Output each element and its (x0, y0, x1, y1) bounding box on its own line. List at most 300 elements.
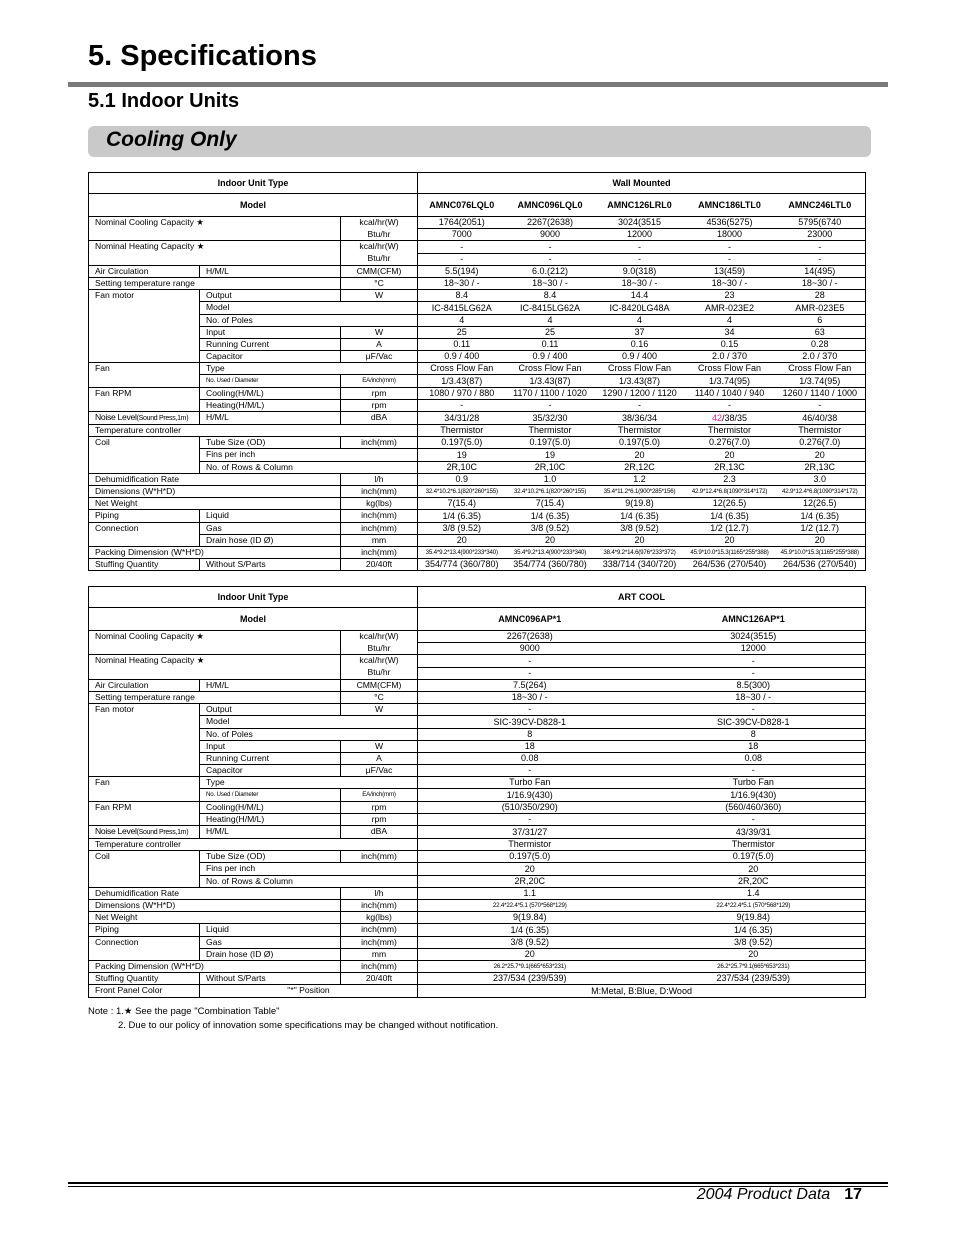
model-name: AMNC126AP*1 (642, 608, 866, 631)
unit-label: 20/40ft (341, 559, 418, 571)
value-cell (642, 863, 866, 875)
row-label: Dimensions (W*H*D) (89, 899, 341, 911)
unit-label: inch(mm) (341, 546, 418, 558)
row-label (89, 765, 200, 777)
value-cell (418, 437, 506, 449)
value-cell (506, 314, 595, 326)
unit-label: CMM(CFM) (341, 265, 418, 277)
value-cell (595, 425, 685, 437)
value-cell (685, 375, 775, 387)
value-cell (775, 277, 866, 289)
row-label: Temperature controller (89, 425, 418, 437)
cell-value: - (751, 655, 755, 666)
cell-value: 1/3.43(87) (441, 375, 483, 386)
cell-value: 20 (545, 534, 556, 545)
value-cell (418, 777, 642, 789)
cell-value: 0.28 (811, 339, 829, 350)
cell-value: 0.11 (453, 339, 471, 350)
type-header-row (89, 173, 866, 194)
value-cell (642, 631, 866, 643)
cell-value: - (728, 253, 732, 264)
unit-label: μF/Vac (341, 765, 418, 777)
type-value: ART COOL (418, 587, 866, 608)
unit-label: l/h (341, 473, 418, 485)
value-cell (775, 351, 866, 363)
sub-label: Output (200, 290, 341, 302)
value-cell (418, 461, 506, 473)
value-cell (685, 241, 775, 253)
cell-value: - (728, 400, 732, 410)
cell-value: 18~30 / - (801, 278, 838, 289)
cell-value: Thermistor (508, 839, 552, 850)
value-cell (775, 338, 866, 350)
value-cell (418, 241, 506, 253)
row-fan-used-dia (89, 789, 866, 801)
value-cell (685, 302, 775, 314)
value-cell (418, 399, 506, 411)
row-label: Coil (89, 851, 200, 863)
unit-label: dBA (341, 826, 418, 839)
unit-label: Btu/hr (341, 229, 418, 241)
value-cell (506, 302, 595, 314)
cell-value: 63 (814, 326, 825, 337)
cell-value: 12000 (740, 643, 766, 654)
row-label (89, 875, 200, 887)
cell-value: 1/4 (6.35) (510, 924, 550, 935)
value-cell (685, 314, 775, 326)
value-cell (685, 253, 775, 265)
sub-label: Input (200, 740, 341, 752)
value-cell (506, 241, 595, 253)
value-cell (595, 375, 685, 387)
value-cell (418, 789, 642, 801)
value-cell (595, 437, 685, 449)
cell-value: Thermistor (731, 839, 775, 850)
row-rpm-cooling (89, 801, 866, 813)
cell-value: 20 (634, 534, 645, 545)
cell-value: Cross Flow Fan (518, 363, 582, 374)
row-label: Dimensions (W*H*D) (89, 485, 341, 497)
cell-value: - (638, 253, 642, 264)
page-title: 5. Specifications (88, 40, 317, 72)
value-cell (506, 265, 595, 277)
cell-value: 19 (545, 449, 556, 460)
value-cell (685, 522, 775, 534)
cell-value: 2.0 / 370 (712, 351, 748, 362)
cell-value: - (818, 241, 822, 252)
value-cell (418, 875, 642, 887)
sub-label: No. of Poles (200, 314, 418, 326)
model-name: AMNC186LTL0 (685, 194, 775, 217)
cell-value: 7000 (451, 229, 472, 240)
row-label: Piping (89, 510, 200, 522)
cell-value: 1/4 (6.35) (710, 510, 749, 521)
value-cell (685, 473, 775, 485)
cell-value: 2.0 / 370 (802, 351, 838, 362)
row-cool-btu (89, 643, 866, 655)
cell-value: 2.3 (723, 473, 736, 484)
cell-value: 2R,20C (514, 875, 546, 886)
cell-value: 18~30 / - (532, 278, 568, 289)
value-cell (775, 314, 866, 326)
cell-value: 45.9*10.0*15.3(1165*255*388) (690, 549, 769, 557)
row-motor-current (89, 752, 866, 764)
cell-value: 42.9*12.4*6.8(1090*314*172) (782, 488, 858, 496)
cell-value: 35/32/30 (532, 413, 568, 423)
unit-label: inch(mm) (341, 924, 418, 936)
row-motor-model (89, 302, 866, 314)
value-cell (418, 740, 642, 752)
row-label (89, 740, 200, 752)
cell-value: 1/4 (6.35) (530, 510, 570, 521)
value-cell (775, 265, 866, 277)
value-cell (418, 728, 642, 740)
value-cell (418, 498, 506, 510)
row-label: Fan motor (89, 290, 200, 302)
row-dehumidification (89, 887, 866, 899)
cell-value: 13(459) (714, 265, 746, 276)
value-cell (775, 412, 866, 425)
unit-label: W (341, 326, 418, 338)
type-header-row (89, 587, 866, 608)
sub-label: Running Current (200, 338, 341, 350)
sub-label: Heating(H/M/L) (200, 813, 341, 825)
value-cell (418, 522, 506, 534)
value-cell (775, 375, 866, 387)
value-cell (685, 461, 775, 473)
value-cell (418, 351, 506, 363)
unit-label: EA/inch(mm) (341, 375, 418, 387)
cell-value: 9000 (519, 643, 540, 654)
sub-label: Fins per inch (200, 449, 418, 461)
value-cell (506, 498, 595, 510)
unit-label: inch(mm) (341, 510, 418, 522)
cell-value: 14.4 (630, 290, 649, 301)
cell-value: 8 (750, 728, 756, 739)
value-cell (775, 534, 866, 546)
cell-value: 1.1 (523, 887, 537, 898)
value-cell (775, 437, 866, 449)
unit-label: kg(lbs) (341, 498, 418, 510)
row-label (89, 338, 200, 350)
row-fan-type (89, 777, 866, 789)
cell-value: 20 (456, 534, 467, 545)
value-cell (775, 217, 866, 229)
cell-value: 1.4 (747, 887, 760, 898)
row-label (89, 948, 200, 960)
value-cell (685, 217, 775, 229)
cell-value: 18~30 / - (711, 278, 748, 289)
value-cell (418, 985, 866, 998)
value-cell (685, 498, 775, 510)
cell-value: 0.9 / 400 (444, 351, 480, 362)
cell-value: 28 (814, 290, 825, 301)
value-cell (418, 826, 642, 839)
value-cell (506, 522, 595, 534)
row-label: Temperature controller (89, 839, 418, 851)
value-cell (595, 302, 685, 314)
value-cell (418, 412, 506, 425)
cell-value: 34 (724, 326, 735, 337)
cell-value: Thermistor (798, 425, 842, 436)
value-cell (642, 728, 866, 740)
cell-value: 1/3.43(87) (619, 375, 661, 386)
row-drain-hose (89, 534, 866, 546)
cell-value: 23 (724, 290, 735, 301)
row-label: Air Circulation (89, 679, 200, 691)
cell-value: /38/35 (722, 413, 748, 423)
cell-value: Thermistor (528, 425, 572, 436)
sub-label: Drain hose (ID Ø) (200, 948, 341, 960)
cell-value: 1080 / 970 / 880 (429, 387, 495, 398)
cell-value: Thermistor (618, 425, 662, 436)
value-cell (642, 716, 866, 728)
value-cell (418, 948, 642, 960)
row-label: Front Panel Color (89, 985, 200, 998)
row-temp-controller (89, 425, 866, 437)
row-label (89, 716, 200, 728)
cell-value: 2R,12C (624, 461, 655, 472)
value-cell (595, 485, 685, 497)
value-cell (595, 338, 685, 350)
row-label: Connection (89, 522, 200, 534)
value-cell (418, 679, 642, 691)
banner-label: Cooling Only (106, 128, 237, 151)
value-cell (642, 899, 866, 911)
value-cell (418, 631, 642, 643)
value-cell (775, 485, 866, 497)
value-cell (506, 534, 595, 546)
model-label: Model (89, 194, 418, 217)
cell-value: 2R,10C (534, 461, 566, 472)
cell-value: 26.2*25.7*9.1(665*653*231) (717, 963, 790, 971)
value-cell (418, 387, 506, 399)
sub-label: No. of Rows & Column (200, 875, 418, 887)
row-temp-range (89, 691, 866, 703)
sub-label: Cooling(H/M/L) (200, 801, 341, 813)
value-cell (685, 412, 775, 425)
value-cell (506, 437, 595, 449)
cell-value: - (460, 241, 464, 252)
value-cell (642, 801, 866, 813)
value-cell (418, 691, 642, 703)
cell-value: 2267(2638) (526, 217, 574, 228)
row-label (89, 399, 200, 411)
category-banner (88, 126, 871, 157)
cell-value: 6 (817, 314, 823, 325)
value-cell (595, 546, 685, 558)
row-stuffing-qty (89, 973, 866, 985)
row-label (89, 752, 200, 764)
cell-value: 5795(6740 (798, 217, 842, 228)
row-label: Fan motor (89, 704, 200, 716)
value-cell (418, 752, 642, 764)
sub-label: Drain hose (ID Ø) (200, 534, 341, 546)
cell-value: 1.2 (633, 473, 646, 484)
row-fan-used-dia (89, 375, 866, 387)
value-cell (642, 924, 866, 936)
cell-value: 3.0 (813, 473, 827, 484)
row-label: Packing Dimension (W*H*D) (89, 546, 341, 558)
sub-label: H/M/L (200, 265, 341, 277)
value-cell (642, 973, 866, 985)
row-label: Setting temperature range (89, 277, 341, 289)
row-heat-kcal (89, 655, 866, 667)
model-header-row (89, 194, 866, 217)
cell-value: 2R,13C (804, 461, 836, 472)
cell-value: 9(19.8) (625, 498, 654, 509)
cell-value: 3/8 (9.52) (734, 936, 773, 947)
cell-value: 3/8 (9.52) (530, 522, 570, 533)
value-cell (418, 559, 506, 571)
cell-value: - (728, 241, 732, 252)
unit-label: kcal/hr(W) (341, 631, 418, 643)
value-cell (418, 425, 506, 437)
sub-label: Tube Size (OD) (200, 851, 341, 863)
value-cell (775, 399, 866, 411)
cell-value: 8.4 (543, 290, 557, 301)
cell-value: - (548, 400, 552, 410)
cell-value: 38.4*9.2*14.6(976*233*372) (603, 549, 676, 557)
cell-value: 1/4 (6.35) (442, 510, 482, 521)
sub-label: Gas (200, 522, 341, 534)
value-cell (595, 559, 685, 571)
row-motor-capacitor (89, 351, 866, 363)
value-cell (685, 437, 775, 449)
value-cell (418, 912, 642, 924)
value-cell (642, 691, 866, 703)
value-cell (642, 667, 866, 679)
cell-value: 237/534 (239/539) (492, 973, 567, 984)
unit-label: EA/inch(mm) (341, 789, 418, 801)
unit-label: rpm (341, 387, 418, 399)
unit-label: inch(mm) (341, 936, 418, 948)
cell-value: 3/8 (9.52) (442, 522, 482, 533)
sub-label: No. Used / Diameter (200, 789, 341, 801)
row-label (89, 326, 200, 338)
cell-value: Cross Flow Fan (698, 363, 762, 374)
type-label: Indoor Unit Type (89, 173, 418, 194)
cell-value: 3024(3515 (617, 217, 662, 228)
cell-value: 237/534 (239/539) (716, 973, 791, 984)
row-rpm-heating (89, 813, 866, 825)
row-motor-model (89, 716, 866, 728)
unit-label: kcal/hr(W) (341, 241, 418, 253)
model-name: AMNC246LTL0 (775, 194, 866, 217)
cell-value: 25 (456, 326, 467, 337)
row-coil-tube (89, 437, 866, 449)
row-piping-gas (89, 936, 866, 948)
cell-value: 20 (524, 948, 535, 959)
unit-label: rpm (341, 813, 418, 825)
cell-value: 1/2 (12.7) (800, 522, 840, 533)
value-cell (685, 229, 775, 241)
note-2: 2. Due to our policy of innovation some specifications may be changed without notification. (118, 1020, 499, 1031)
value-cell (595, 449, 685, 461)
cell-value: 1/4 (6.35) (734, 924, 773, 935)
page-number: 17 (844, 1186, 862, 1203)
row-dimensions (89, 485, 866, 497)
value-cell (418, 326, 506, 338)
row-label: Fan (89, 363, 200, 375)
value-cell (775, 498, 866, 510)
sub-label: Liquid (200, 510, 341, 522)
row-label: Nominal Heating Capacity ★ (89, 241, 341, 253)
row-label (89, 826, 200, 839)
value-cell (775, 326, 866, 338)
row-label: Fan (89, 777, 200, 789)
unit-label: rpm (341, 399, 418, 411)
value-cell (642, 936, 866, 948)
unit-label: Btu/hr (341, 253, 418, 265)
value-cell (642, 960, 866, 972)
value-cell (595, 265, 685, 277)
cell-value: 3024(3515) (730, 631, 777, 642)
noise-sub: (Sound Press,1m) (136, 829, 189, 836)
row-label: Connection (89, 936, 200, 948)
row-temp-controller (89, 839, 866, 851)
value-cell (506, 277, 595, 289)
cell-value: - (751, 814, 755, 824)
row-fan-type (89, 363, 866, 375)
row-label: Fan RPM (89, 801, 200, 813)
unit-label: W (341, 290, 418, 302)
value-cell (775, 290, 866, 302)
cell-value: 26.2*25.7*9.1(665*653*231) (493, 963, 566, 971)
value-cell (685, 546, 775, 558)
row-label: Stuffing Quantity (89, 973, 200, 985)
unit-label: CMM(CFM) (341, 679, 418, 691)
cell-value: 22.4*22.4*5.1 (570*568*129) (492, 902, 567, 910)
row-label (89, 253, 341, 265)
cell-value: - (528, 655, 532, 666)
cell-value: 20 (724, 449, 735, 460)
cell-value: 3/8 (9.52) (510, 936, 550, 947)
cell-value: 18~30 / - (621, 278, 658, 289)
cell-value: 1/4 (6.35) (800, 510, 840, 521)
row-label (89, 789, 200, 801)
sub-label: Model (200, 716, 418, 728)
cell-value: 45.9*10.0*15.3(1165*255*388) (780, 549, 859, 557)
value-cell (775, 253, 866, 265)
value-cell (685, 265, 775, 277)
unit-label: °C (341, 691, 418, 703)
value-cell (418, 265, 506, 277)
value-cell (418, 510, 506, 522)
cell-value: 4 (459, 314, 465, 325)
value-cell (418, 449, 506, 461)
cell-value: M:Metal, B:Blue, D:Wood (591, 986, 692, 997)
value-cell (595, 290, 685, 302)
noise-sub: (Sound Press,1m) (136, 415, 189, 422)
value-cell (506, 375, 595, 387)
cell-value: 9000 (540, 229, 561, 240)
unit-label: Btu/hr (341, 667, 418, 679)
value-cell (685, 399, 775, 411)
value-cell (506, 351, 595, 363)
row-label: Net Weight (89, 912, 341, 924)
cell-value: 25 (545, 326, 556, 337)
unit-label: rpm (341, 801, 418, 813)
row-coil-fins (89, 863, 866, 875)
cell-value: 1290 / 1200 / 1120 (602, 387, 677, 398)
title-rule (68, 82, 888, 87)
value-cell (418, 765, 642, 777)
value-cell (685, 425, 775, 437)
cell-value: 0.197(5.0) (441, 437, 483, 448)
cell-value: 0.197(5.0) (529, 437, 571, 448)
row-label: Nominal Cooling Capacity ★ (89, 217, 341, 229)
